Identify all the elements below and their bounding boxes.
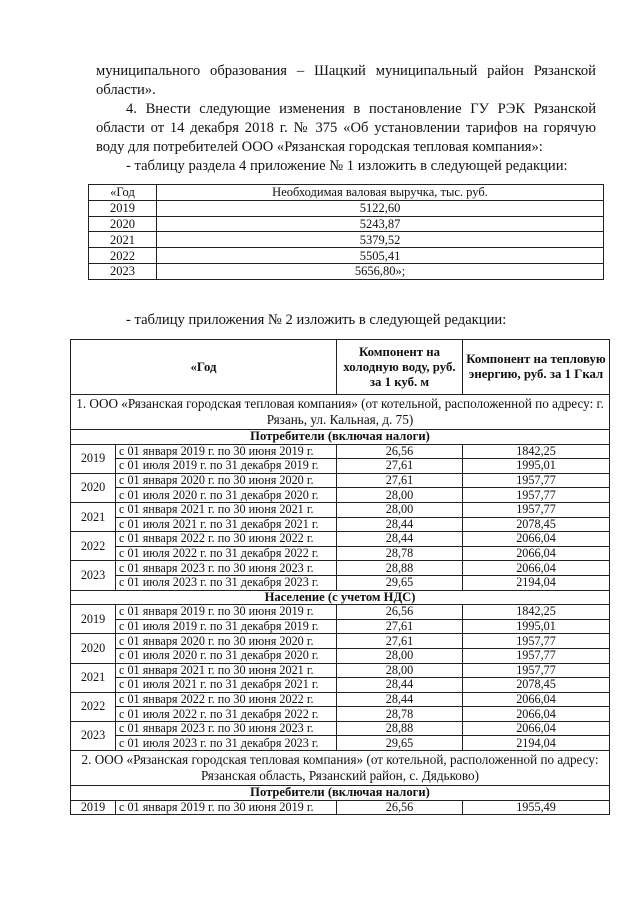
year-cell: 2020 (71, 473, 116, 502)
cold-water-cell: 28,88 (337, 561, 463, 576)
heat-energy-cell: 1957,77 (463, 502, 610, 517)
org-title-1: 1. ООО «Рязанская городская тепловая компания» (от котельной, расположенной по адресу: г. Рязань, ул. Кальная, д. 75) (71, 395, 610, 430)
header-year: «Год (89, 185, 157, 201)
cold-water-cell: 29,65 (337, 575, 463, 590)
cold-water-cell: 28,00 (337, 502, 463, 517)
heat-energy-cell: 2066,04 (463, 707, 610, 722)
year-cell: 2021 (71, 502, 116, 531)
year-cell: 2022 (89, 248, 157, 264)
table-row (71, 619, 610, 634)
table-row (71, 473, 610, 488)
year-cell: 2019 (71, 800, 116, 815)
cold-water-cell: 28,00 (337, 663, 463, 678)
heat-energy-cell: 1957,77 (463, 663, 610, 678)
revenue-cell: 5379,52 (157, 232, 604, 248)
table-row (89, 200, 604, 216)
table-row (71, 532, 610, 547)
period-cell: с 01 января 2019 г. по 30 июня 2019 г. (116, 800, 337, 815)
paragraph-table1-intro: - таблицу раздела 4 приложение № 1 изложить в следующей редакции: (126, 158, 568, 174)
heat-energy-cell: 2066,04 (463, 692, 610, 707)
table-header-row (71, 340, 610, 395)
table-row (89, 248, 604, 264)
group-title-consumers-2: Потребители (включая налоги) (71, 786, 610, 801)
year-cell: 2023 (89, 263, 157, 279)
period-cell: с 01 июля 2021 г. по 31 декабря 2021 г. (116, 678, 337, 693)
org-row (71, 751, 610, 786)
cold-water-cell: 27,61 (337, 473, 463, 488)
year-cell: 2023 (71, 561, 116, 590)
heat-energy-cell: 1957,77 (463, 648, 610, 663)
year-cell: 2020 (71, 634, 116, 663)
table-row (71, 502, 610, 517)
table-row (71, 721, 610, 736)
header-cold-water: Компонент на холодную воду, руб. за 1 куб. м (337, 340, 463, 395)
revenue-cell: 5656,80»; (157, 263, 604, 279)
period-cell: с 01 января 2023 г. по 30 июня 2023 г. (116, 721, 337, 736)
heat-energy-cell: 1842,25 (463, 605, 610, 620)
heat-energy-cell: 2066,04 (463, 721, 610, 736)
table-row (89, 216, 604, 232)
table-row (71, 678, 610, 693)
year-cell: 2022 (71, 532, 116, 561)
heat-energy-cell: 2194,04 (463, 736, 610, 751)
table-row (71, 561, 610, 576)
table-row (71, 459, 610, 474)
cold-water-cell: 28,78 (337, 546, 463, 561)
cold-water-cell: 27,61 (337, 619, 463, 634)
cold-water-cell: 28,78 (337, 707, 463, 722)
table-row (71, 517, 610, 532)
cold-water-cell: 26,56 (337, 444, 463, 459)
header-revenue: Необходимая валовая выручка, тыс. руб. (157, 185, 604, 201)
period-cell: с 01 июля 2019 г. по 31 декабря 2019 г. (116, 459, 337, 474)
paragraph-table2-intro: - таблицу приложения № 2 изложить в следующей редакции: (126, 312, 507, 328)
period-cell: с 01 января 2019 г. по 30 июня 2019 г. (116, 605, 337, 620)
period-cell: с 01 июля 2019 г. по 31 декабря 2019 г. (116, 619, 337, 634)
period-cell: с 01 января 2022 г. по 30 июня 2022 г. (116, 692, 337, 707)
cold-water-cell: 28,44 (337, 692, 463, 707)
period-cell: с 01 января 2019 г. по 30 июня 2019 г. (116, 444, 337, 459)
paragraph-continuation: муниципального образования – Шацкий муниципальный район Рязанской области». (96, 63, 596, 98)
year-cell: 2019 (71, 444, 116, 473)
period-cell: с 01 июля 2023 г. по 31 декабря 2023 г. (116, 575, 337, 590)
revenue-cell: 5505,41 (157, 248, 604, 264)
heat-energy-cell: 1957,77 (463, 473, 610, 488)
table-row (89, 263, 604, 279)
group-row (71, 786, 610, 801)
year-cell: 2021 (71, 663, 116, 692)
year-cell: 2020 (89, 216, 157, 232)
period-cell: с 01 января 2020 г. по 30 июня 2020 г. (116, 473, 337, 488)
revenue-table (88, 184, 604, 280)
heat-energy-cell: 2066,04 (463, 561, 610, 576)
heat-energy-cell: 2066,04 (463, 546, 610, 561)
period-cell: с 01 июля 2022 г. по 31 декабря 2022 г. (116, 546, 337, 561)
period-cell: с 01 января 2020 г. по 30 июня 2020 г. (116, 634, 337, 649)
tariff-table (70, 339, 610, 815)
header-heat-energy: Компонент на тепловую энергию, руб. за 1 Гкал (463, 340, 610, 395)
period-cell: с 01 января 2023 г. по 30 июня 2023 г. (116, 561, 337, 576)
header-year: «Год (71, 340, 337, 395)
table-row (71, 692, 610, 707)
table-row (71, 800, 610, 815)
group-title-consumers: Потребители (включая налоги) (71, 430, 610, 445)
cold-water-cell: 28,44 (337, 517, 463, 532)
org-title-2: 2. ООО «Рязанская городская тепловая компания» (от котельной, расположенной по адресу: Рязанская область, Рязанский район, с. Дядьково) (71, 751, 610, 786)
table-row (71, 488, 610, 503)
cold-water-cell: 27,61 (337, 459, 463, 474)
cold-water-cell: 28,44 (337, 678, 463, 693)
period-cell: с 01 июля 2020 г. по 31 декабря 2020 г. (116, 488, 337, 503)
cold-water-cell: 26,56 (337, 605, 463, 620)
heat-energy-cell: 1995,01 (463, 459, 610, 474)
heat-energy-cell: 2078,45 (463, 517, 610, 532)
heat-energy-cell: 1842,25 (463, 444, 610, 459)
heat-energy-cell: 1955,49 (463, 800, 610, 815)
revenue-cell: 5122,60 (157, 200, 604, 216)
cold-water-cell: 26,56 (337, 800, 463, 815)
table-row (71, 663, 610, 678)
table-row (71, 736, 610, 751)
group-row (71, 430, 610, 445)
population-1-body (71, 605, 610, 751)
period-cell: с 01 июля 2021 г. по 31 декабря 2021 г. (116, 517, 337, 532)
heat-energy-cell: 1995,01 (463, 619, 610, 634)
table-row (71, 605, 610, 620)
table-row (71, 444, 610, 459)
year-cell: 2019 (71, 605, 116, 634)
group-row (71, 590, 610, 605)
period-cell: с 01 июля 2022 г. по 31 декабря 2022 г. (116, 707, 337, 722)
year-cell: 2021 (89, 232, 157, 248)
period-cell: с 01 января 2022 г. по 30 июня 2022 г. (116, 532, 337, 547)
group-title-population: Население (с учетом НДС) (71, 590, 610, 605)
table-row (71, 707, 610, 722)
period-cell: с 01 июля 2023 г. по 31 декабря 2023 г. (116, 736, 337, 751)
consumers-1-body (71, 444, 610, 590)
heat-energy-cell: 2066,04 (463, 532, 610, 547)
heat-energy-cell: 2194,04 (463, 575, 610, 590)
revenue-cell: 5243,87 (157, 216, 604, 232)
heat-energy-cell: 1957,77 (463, 634, 610, 649)
table-row (89, 232, 604, 248)
year-cell: 2022 (71, 692, 116, 721)
cold-water-cell: 28,88 (337, 721, 463, 736)
table-row (71, 634, 610, 649)
period-cell: с 01 января 2021 г. по 30 июня 2021 г. (116, 502, 337, 517)
cold-water-cell: 28,00 (337, 488, 463, 503)
period-cell: с 01 января 2021 г. по 30 июня 2021 г. (116, 663, 337, 678)
period-cell: с 01 июля 2020 г. по 31 декабря 2020 г. (116, 648, 337, 663)
cold-water-cell: 28,00 (337, 648, 463, 663)
year-cell: 2023 (71, 721, 116, 750)
cold-water-cell: 29,65 (337, 736, 463, 751)
year-cell: 2019 (89, 200, 157, 216)
cold-water-cell: 27,61 (337, 634, 463, 649)
table-header-row (89, 185, 604, 201)
cold-water-cell: 28,44 (337, 532, 463, 547)
table-row (71, 575, 610, 590)
paragraph-amendment: 4. Внести следующие изменения в постановление ГУ РЭК Рязанской области от 14 декабря 2018 г. № 375 «Об установлении тарифов на горячую воду для потребителей ООО «Рязанская городская тепловая компания»: (96, 101, 596, 155)
org-row (71, 395, 610, 430)
table-row (71, 648, 610, 663)
table-row (71, 546, 610, 561)
heat-energy-cell: 2078,45 (463, 678, 610, 693)
heat-energy-cell: 1957,77 (463, 488, 610, 503)
